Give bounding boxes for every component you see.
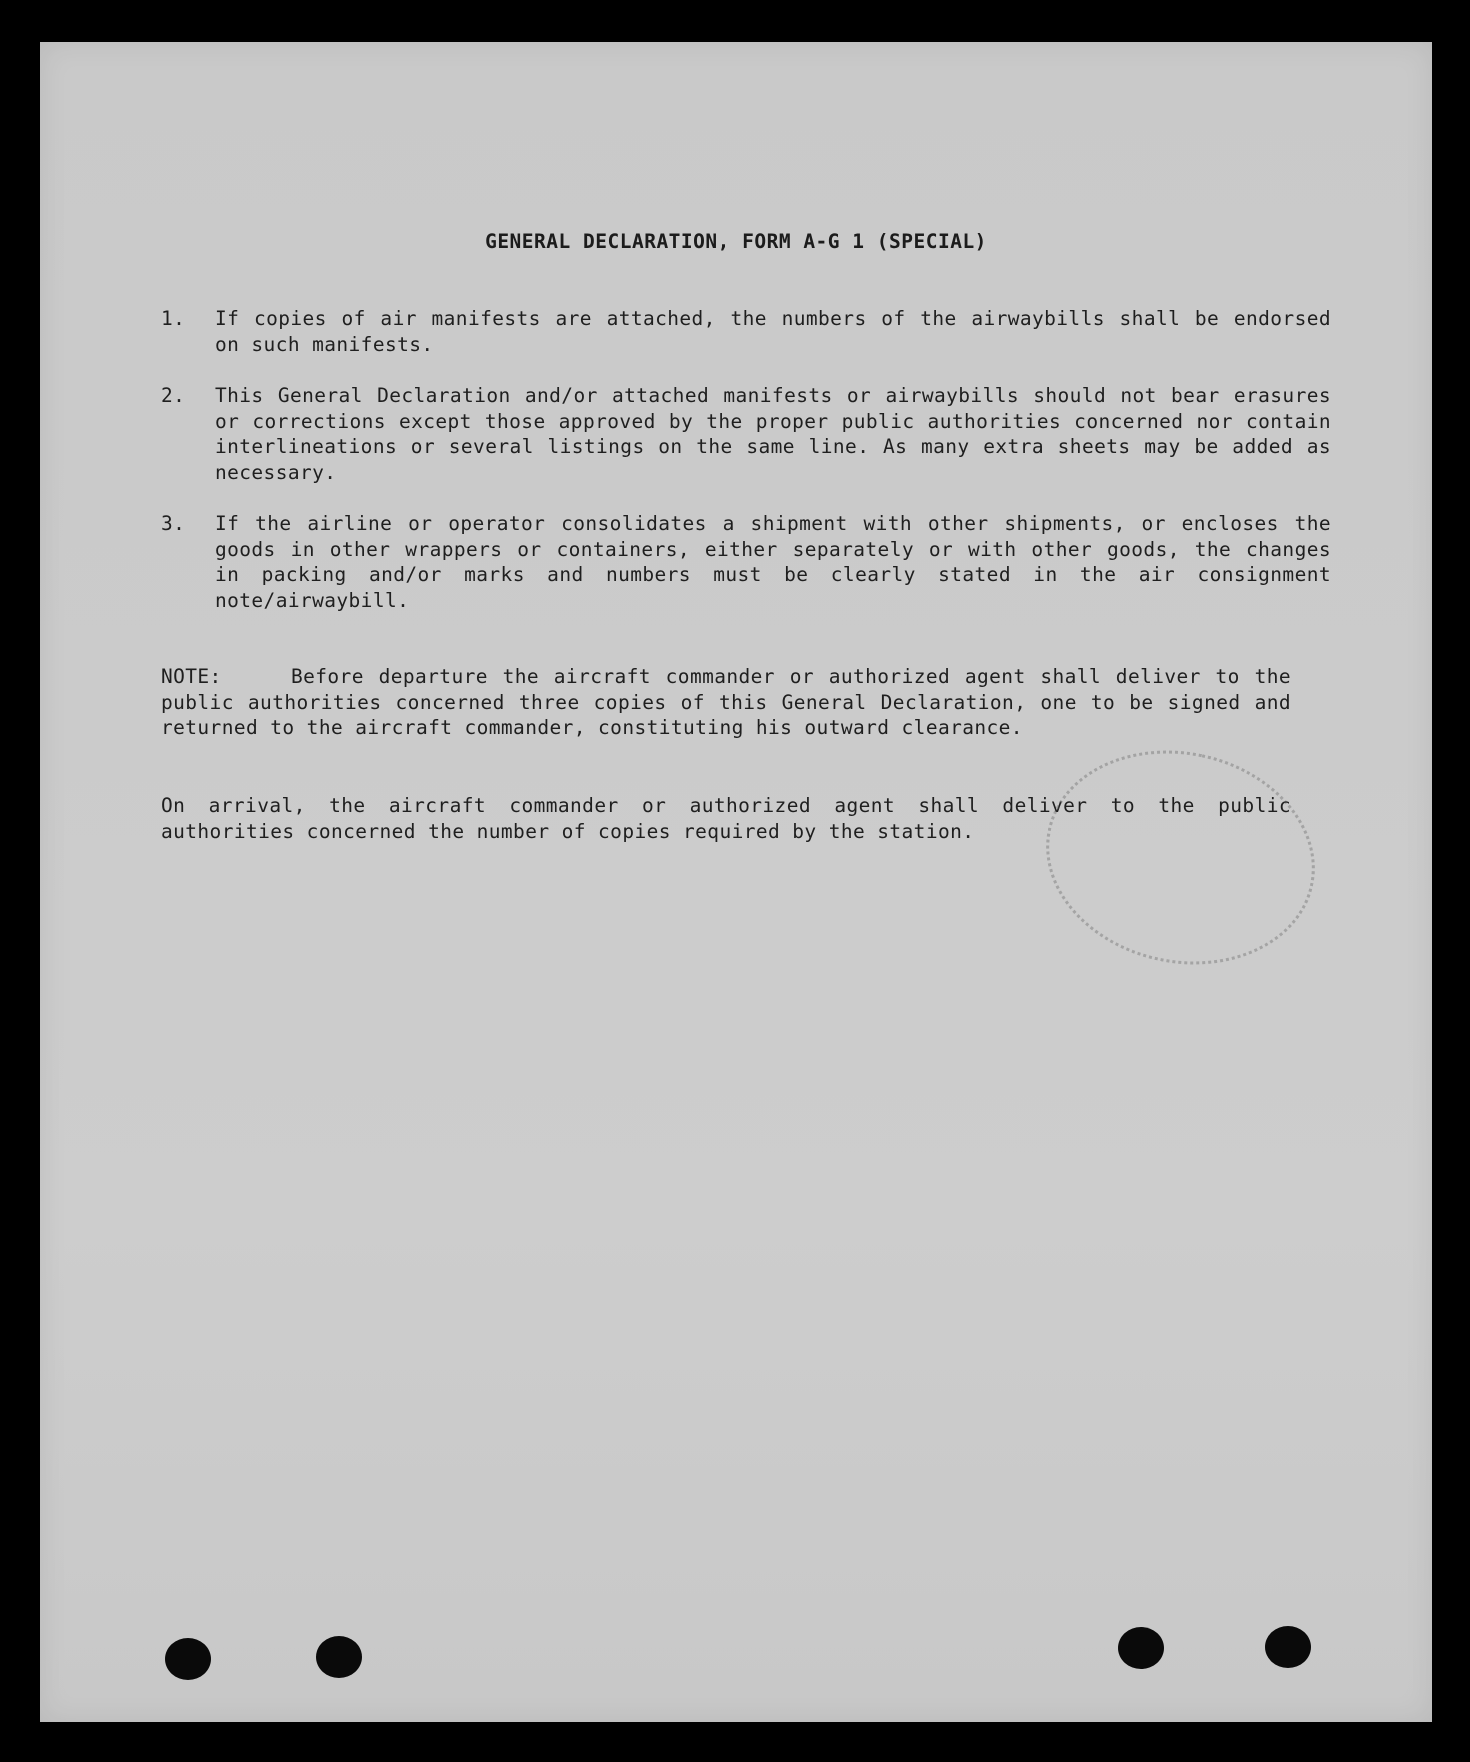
note-label: NOTE: bbox=[161, 665, 222, 688]
item-number: 2. bbox=[161, 384, 186, 407]
punch-hole bbox=[1118, 1627, 1164, 1669]
document-page bbox=[40, 42, 1432, 1722]
item-text: This General Declaration and/or attached manifests or airwaybills should not bear erasures or corrections except those approved by the proper public authorities concerned nor contain interlineations or several listings on the same line. As many extra sheets may be added as necessary. bbox=[215, 384, 1331, 484]
list-item-1 bbox=[161, 306, 1331, 357]
list-item-3 bbox=[161, 511, 1331, 613]
item-text: If the airline or operator consolidates a shipment with other shipments, or encloses the goods in other wrappers or containers, either separately or with other goods, the changes in packing and/or marks and numbers must be clearly stated in the air consignment note/airwaybill. bbox=[215, 512, 1331, 612]
item-number: 1. bbox=[161, 307, 186, 330]
note-paragraph bbox=[161, 664, 1291, 741]
punch-hole bbox=[316, 1636, 362, 1678]
item-number: 3. bbox=[161, 512, 186, 535]
list-item-2 bbox=[161, 383, 1331, 485]
faded-stamp bbox=[1026, 726, 1335, 989]
document-title: GENERAL DECLARATION, FORM A-G 1 (SPECIAL) bbox=[485, 230, 987, 253]
item-text: If copies of air manifests are attached, the numbers of the airwaybills shall be endorsed on such manifests. bbox=[215, 307, 1331, 356]
punch-hole bbox=[1265, 1626, 1311, 1668]
note-text: Before departure the aircraft commander or authorized agent shall deliver to the public authorities concerned three copies of this General Declaration, one to be signed and returned to the aircraft commander, constituting his outward clearance. bbox=[161, 665, 1291, 739]
punch-hole bbox=[165, 1638, 211, 1680]
arrival-text: On arrival, the aircraft commander or authorized agent shall deliver to the public authorities concerned the number of copies required by the station. bbox=[161, 794, 1291, 843]
